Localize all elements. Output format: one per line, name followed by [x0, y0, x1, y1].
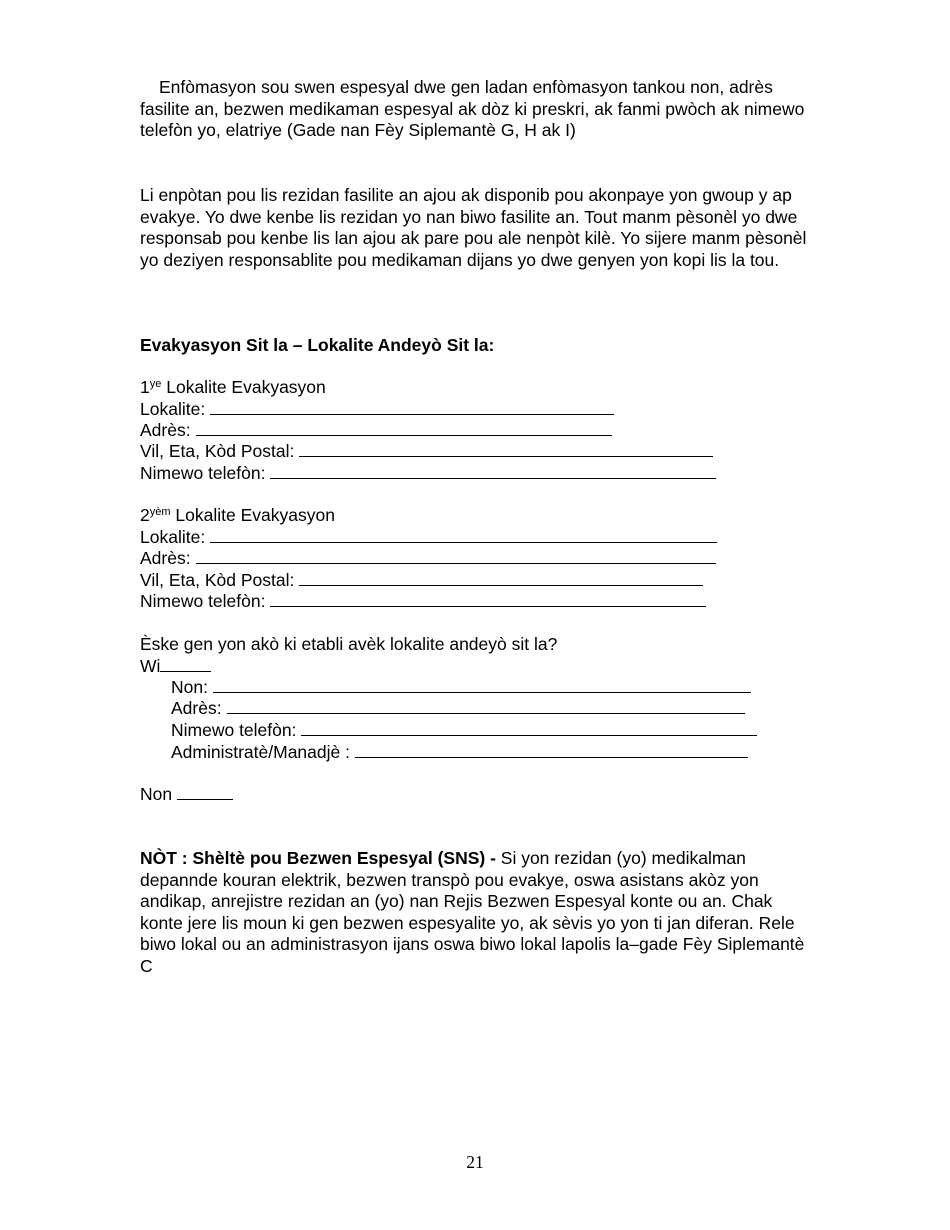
fill-line[interactable]: [270, 591, 706, 607]
second-location-name-field[interactable]: [140, 527, 717, 548]
second-location-title-text: Lokalite Evakyasyon: [175, 505, 335, 525]
field-label: Vil, Eta, Kòd Postal:: [140, 570, 295, 590]
fill-line[interactable]: [196, 420, 612, 436]
yes-label: Wi: [140, 656, 161, 676]
agreement-name-field[interactable]: [171, 677, 751, 698]
no-fill-line[interactable]: [177, 784, 233, 800]
fill-line[interactable]: [210, 399, 614, 415]
fill-line[interactable]: [270, 463, 716, 479]
second-location-title: [140, 505, 335, 526]
field-label: Adrès:: [171, 698, 222, 718]
first-location-city-field[interactable]: [140, 441, 713, 462]
first-location-title-text: Lokalite Evakyasyon: [166, 377, 326, 397]
field-label: Nimewo telefòn:: [171, 720, 297, 740]
field-label: Nimewo telefòn:: [140, 463, 266, 483]
evacuation-heading: Evakyasyon Sit la – Lokalite Andeyò Sit la:: [140, 335, 495, 355]
field-label: Vil, Eta, Kòd Postal:: [140, 441, 295, 461]
intro-paragraph-1: Enfòmasyon sou swen espesyal dwe gen ladan enfòmasyon tankou non, adrès fasilite an, bezwen medikaman espesyal ak dòz ki preskri, ak fanmi pwòch ak nimewo telefòn yo, elatriye (Gade nan Fèy Siplemantè G, H ak I): [140, 77, 805, 140]
second-location-address-field[interactable]: [140, 548, 716, 569]
first-location-title: [140, 377, 326, 398]
second-location-phone-field[interactable]: [140, 591, 706, 612]
second-location-city-field[interactable]: [140, 570, 703, 591]
first-location-name-field[interactable]: [140, 399, 614, 420]
fill-line[interactable]: [299, 570, 703, 586]
field-label: Nimewo telefòn:: [140, 591, 266, 611]
fill-line[interactable]: [196, 548, 716, 564]
field-label: Non:: [171, 677, 208, 697]
fill-line[interactable]: [227, 698, 745, 714]
first-location-number: 1: [140, 377, 150, 397]
first-location-suffix: ye: [149, 378, 162, 390]
agreement-no-field[interactable]: [140, 784, 233, 805]
field-label: Adrès:: [140, 420, 191, 440]
first-location-address-field[interactable]: [140, 420, 612, 441]
yes-fill-line[interactable]: [160, 656, 211, 672]
fill-line[interactable]: [210, 527, 717, 543]
fill-line[interactable]: [355, 742, 748, 758]
sns-note: [140, 848, 815, 977]
fill-line[interactable]: [301, 720, 757, 736]
fill-line[interactable]: [213, 677, 751, 693]
field-label: Adrès:: [140, 548, 191, 568]
agreement-yes-field[interactable]: [140, 656, 211, 677]
agreement-phone-field[interactable]: [171, 720, 757, 741]
second-location-suffix: yèm: [149, 506, 171, 518]
agreement-question: Èske gen yon akò ki etabli avèk lokalite andeyò sit la?: [140, 634, 558, 654]
field-label: Lokalite:: [140, 527, 206, 547]
sns-note-lead: NÒT : Shèltè pou Bezwen Espesyal (SNS) -: [140, 848, 496, 868]
field-label: Administratè/Manadjè :: [171, 742, 350, 762]
sns-note-text: Si yon rezidan (yo) medikalman depannde kouran elektrik, bezwen transpò pou evakye, oswa asistans akòz yon andikap, anrejistre rezidan an (yo) nan Rejis Bezwen Espesyal konte ou an. Chak konte jere lis moun ki gen bezwen espesyalite yo, ak sèvis yo yon ti jan diferan. Rele biwo lokal ou an administrasyon ijans oswa biwo lokal lapolis la–gade Fèy Siplemantè C: [140, 848, 805, 976]
field-label: Lokalite:: [140, 399, 206, 419]
no-label: Non: [140, 784, 173, 804]
second-location-number: 2: [140, 505, 150, 525]
page-number: 21: [466, 1152, 484, 1172]
intro-paragraph-2: Li enpòtan pou lis rezidan fasilite an ajou ak disponib pou akonpaye yon gwoup y ap evakye. Yo dwe kenbe lis rezidan yo nan biwo fasilite an. Tout manm pèsonèl yo dwe responsab pou kenbe lis lan ajou ak pare pou ale nenpòt kilè. Yo sijere manm pèsonèl yo deziyen responsablite pou medikaman dijans yo dwe genyen yon kopi lis la tou.: [140, 185, 807, 270]
first-location-phone-field[interactable]: [140, 463, 716, 484]
agreement-address-field[interactable]: [171, 698, 745, 719]
fill-line[interactable]: [299, 441, 713, 457]
agreement-manager-field[interactable]: [171, 742, 748, 763]
